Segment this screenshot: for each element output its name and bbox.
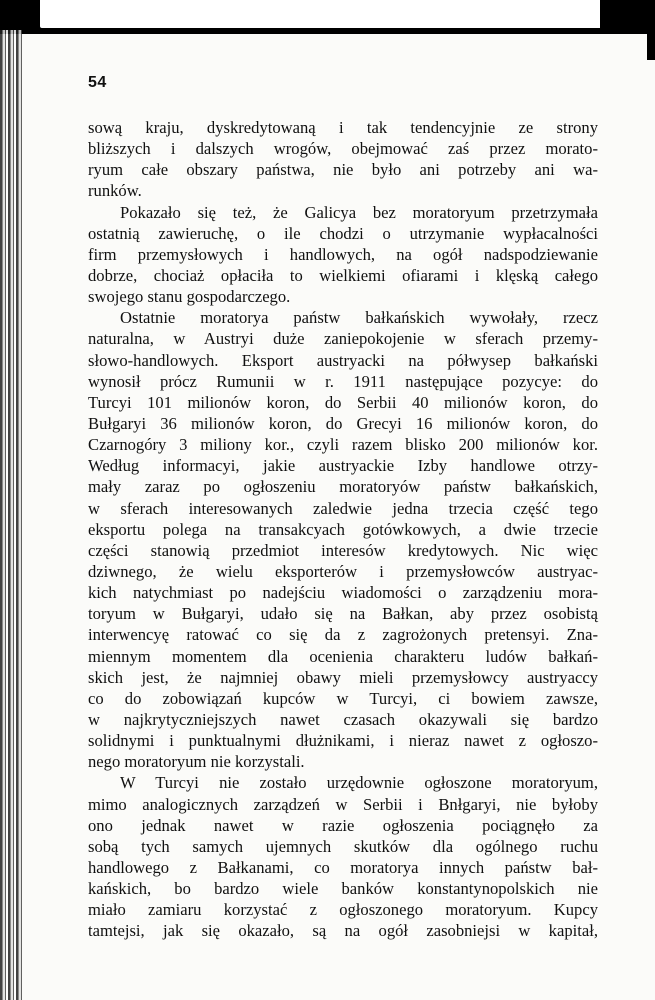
- text-line: ostatnią zawieruchę, o ile chodzi o utrzymanie wypłacalności: [88, 223, 598, 243]
- text-line: w sferach interesowanych zaledwie jedna trzecia część tego: [88, 498, 598, 518]
- text-line: w najkrytyczniejszych nawet czasach okazywali się bardzo: [88, 709, 598, 729]
- text-line: toryum w Bułgaryi, udało się na Bałkan, aby przez osobistą: [88, 604, 598, 624]
- book-spine-edge: [0, 30, 22, 1000]
- text-line: handlowego z Bałkanami, co moratorya innych państw bał-: [88, 857, 598, 877]
- text-line: Według informacyi, jakie austryackie Izby handlowe otrzy-: [88, 456, 598, 476]
- text-line: firm przemysłowych i handlowych, na ogół nadspodziewanie: [88, 244, 598, 264]
- text-line: swojego stanu gospodarczego.: [88, 287, 291, 307]
- text-line: nego moratoryum nie korzystali.: [88, 752, 305, 772]
- text-line: miennym momentem dla ocenienia charakteru ludów bałkań-: [88, 646, 598, 666]
- text-line: Czarnogóry 3 miliony kor., czyli razem blisko 200 milionów kor.: [88, 435, 598, 455]
- text-line: części stanowią przedmiot interesów kredytowych. Nic więc: [88, 540, 598, 560]
- text-line: co do zobowiązań kupców w Turcyi, ci bowiem zawsze,: [88, 688, 598, 708]
- page-number: 54: [88, 74, 107, 91]
- text-line: sobą tych samych ujemnych skutków dla ogólnego ruchu: [88, 836, 598, 856]
- text-line: sową kraju, dyskredytowaną i tak tendencyjnie ze strony: [88, 118, 598, 137]
- paragraph: [88, 772, 598, 941]
- text-line: eksportu polega na transakcyach gotówkowych, a dwie trzecie: [88, 519, 598, 539]
- text-line: solidnymi i punktualnymi dłużnikami, i nieraz nawet z ogłoszo-: [88, 731, 598, 751]
- text-line: Turcyi 101 milionów koron, do Serbii 40 milionów koron, do: [88, 392, 598, 412]
- paragraph: [88, 202, 598, 308]
- text-line: runków.: [88, 181, 142, 201]
- text-line: Pokazało się też, że Galicya bez moratoryum przetrzymała: [120, 202, 598, 222]
- paragraph: [88, 117, 598, 202]
- text-line: dobrze, chociaż opłaciła to wielkiemi ofiarami i klęską całego: [88, 265, 598, 285]
- scan-border-right: [647, 0, 655, 60]
- text-line: Ostatnie moratorya państw bałkańskich wywołały, rzecz: [120, 308, 598, 328]
- text-line: słowo-handlowych. Eksport austryacki na półwysep bałkański: [88, 350, 598, 370]
- text-line: kańskich, bo bardzo wiele banków konstantynopolskich nie: [88, 879, 598, 899]
- text-line: ono jednak nawet w razie ogłoszenia pociągnęło za: [88, 815, 598, 835]
- text-line: skich jest, że najmniej obawy mieli przemysłowcy austryaccy: [88, 667, 598, 687]
- text-line: miało zamiaru korzystać z ogłoszonego moratoryum. Kupcy: [88, 900, 598, 920]
- text-line: W Turcyi nie zostało urzędownie ogłoszone moratoryum,: [120, 773, 598, 793]
- text-line: naturalna, w Austryi duże zaniepokojenie w sferach przemy-: [88, 329, 598, 349]
- text-line: kich natychmiast po nadejściu wiadomości o zarządzeniu mora-: [88, 583, 598, 603]
- text-line: wynosił prócz Rumunii w r. 1911 następujące pozycye: do: [88, 371, 598, 391]
- text-line: mały zaraz po ogłoszeniu moratoryów państw bałkańskich,: [88, 477, 598, 497]
- text-line: Bułgaryi 36 milionów koron, do Grecyi 16 milionów koron, do: [88, 413, 598, 433]
- body-text: [88, 117, 598, 941]
- text-line: ryum całe obszary państwa, nie było ani potrzeby ani wa-: [88, 160, 598, 180]
- paragraph: [88, 307, 598, 772]
- text-line: dziwnego, że wielu eksporterów i przemysłowców austryac-: [88, 561, 598, 581]
- text-line: tamtejsi, jak się okazało, są na ogół zasobniejsi w kapitał,: [88, 921, 598, 941]
- text-line: bliższych i dalszych wrogów, obejmować zaś przez morato-: [88, 139, 598, 159]
- text-line: interwencyę ratować co się da z zagrożonych pretensyi. Zna-: [88, 625, 598, 645]
- page-top-edge: [40, 0, 600, 28]
- text-line: mimo analogicznych zarządzeń w Serbii i Bnłgaryi, nie byłoby: [88, 794, 598, 814]
